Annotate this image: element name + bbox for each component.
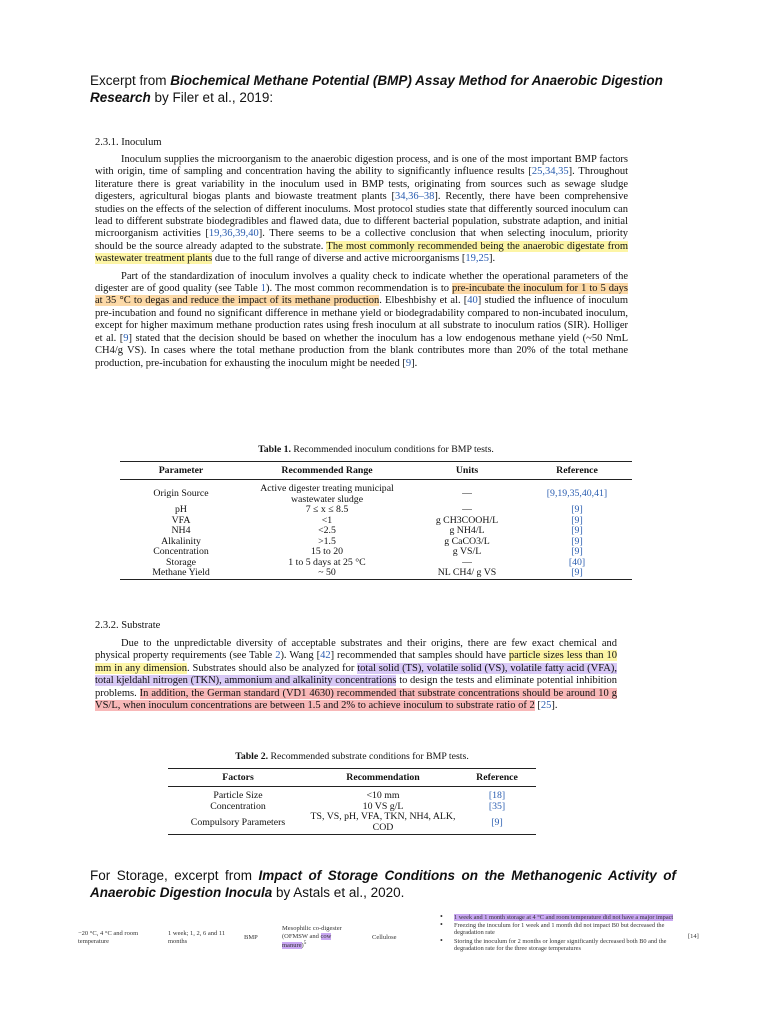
highlighted-text: particle sizes less than 10 mm in any dimension [95, 650, 618, 674]
storage-substrate: Cellulose [372, 934, 397, 941]
table-cell: Compulsory Parameters [168, 812, 308, 834]
table-cell: — [462, 556, 472, 568]
table-row [168, 812, 536, 834]
paper-title: Biochemical Methane Potential (BMP) Assay Method for Anaerobic Digestion Research [90, 73, 663, 105]
inoculum-sup: 5 [303, 940, 307, 946]
table-cell: 15 to 20 [310, 546, 344, 557]
text-run: Due to the unpredictable diversity of acceptable substrates and their origins, there are few exact chemical and physical property requirements (see Table [95, 638, 617, 662]
section-heading-substrate: 2.3.2. Substrate [95, 620, 161, 631]
citation-link[interactable]: 42 [320, 650, 331, 662]
table-cell: Particle Size [213, 790, 263, 801]
text-run: ]. [551, 700, 558, 712]
table-cell: <10 mm [366, 790, 400, 801]
intro-prefix: Excerpt from [90, 73, 171, 88]
reference-cell[interactable]: [9] [571, 546, 583, 557]
highlighted-text: pre-incubate the inoculum for 1 to 5 days at 35 °C to degas and reduce the impact of its methane production [95, 283, 628, 307]
column-header: Units [412, 462, 522, 480]
table-row [168, 787, 536, 802]
column-header: Recommended Range [242, 462, 412, 480]
list-item [440, 914, 680, 921]
text-run: ]. Throughout literature there is great variability in the inoculum used in BMP tests, originating from sources such as sewage sludge digesters, agricultural biogas plants and biowaste treatment plants [ [95, 166, 629, 203]
column-header: Recommendation [308, 769, 458, 787]
text-run: ]. [489, 253, 496, 265]
caption-text: Recommended inoculum conditions for BMP tests. [290, 444, 494, 455]
table-cell: ~ 50 [242, 568, 412, 579]
column-header: Reference [458, 769, 536, 787]
table-cell: g VS/L [452, 546, 482, 557]
table-row [120, 480, 632, 506]
column-header: Factors [168, 769, 308, 787]
substrate-body [95, 638, 617, 712]
reference-cell[interactable]: [9] [571, 525, 583, 536]
text-run: ] stated that the decision should be based on whether the inoculum has a low endogenous methane yield (~50 NmL CH4/g VS). In cases where the total methane production from the blank contributes more than 20% of the total methane production, pre-incubation for exhausting the inoculum might be needed [ [95, 332, 628, 369]
list-item-text: 1 week and 1 month storage at 4 °C and room temperature did not have a major impact [454, 914, 674, 921]
column-header: Parameter [120, 462, 242, 480]
table-cell: g NH4/L [449, 525, 485, 536]
citation-link[interactable]: 34,36–38 [395, 191, 435, 203]
table-cell: Origin Source [153, 488, 209, 500]
text-run: [ [534, 700, 541, 712]
paragraph [95, 271, 628, 370]
reference-cell[interactable]: [9] [571, 514, 583, 526]
table-label: Table 1. [258, 444, 291, 455]
reference-cell[interactable]: [9,19,35,40,41] [546, 488, 608, 500]
intro-prefix: For Storage, excerpt from [90, 868, 259, 883]
citation-link[interactable]: 2 [275, 650, 281, 662]
intro-excerpt-2 [90, 867, 676, 901]
table-cell: pH [175, 504, 187, 515]
text-run: ]. There seems to be a collective conclusion that when selecting inoculum, priority should be the source already adapted to the substrate. [95, 228, 629, 252]
citation-link[interactable]: 19,36,39,40 [208, 228, 259, 240]
highlighted-text: total solid (TS), volatile solid (VS), volatile fatty acid (VFA), total kjeldahl nitrogen (TKN), ammonium and alkalinity concentrations [95, 662, 618, 687]
reference-cell[interactable]: [9] [522, 568, 632, 579]
citation-link[interactable]: 40 [467, 295, 478, 307]
table-cell: VFA [171, 514, 191, 526]
inoculum-text: Mesophilic co-digester (OFMSW and [282, 925, 342, 940]
reference-cell[interactable]: [40] [568, 556, 586, 568]
table-cell: Concentration [210, 800, 266, 812]
column-header: Reference [522, 462, 632, 480]
text-run: . Elbeshbishy et al. [ [379, 295, 468, 307]
table-row [120, 568, 632, 579]
highlighted-text: The most commonly recommended being the anaerobic digestate from wastewater treatment plants [95, 240, 628, 265]
table-row [120, 516, 632, 527]
citation-link[interactable]: 9 [405, 357, 412, 369]
table-cell: NL CH4/ g VS [412, 568, 522, 579]
table-cell: Active digester treating municipal wastewater sludge [260, 483, 394, 505]
table-row [120, 526, 632, 537]
intro-excerpt-1 [90, 72, 680, 106]
inoculum-highlight: cow manure [282, 932, 332, 950]
table-cell: 10 VS g/L [362, 800, 404, 812]
text-run: to design the tests and eliminate potential inhibition problems. [95, 675, 617, 699]
paragraph [95, 638, 617, 712]
highlighted-text: In addition, the German standard (VD1 4630) recommended that substrate concentrations should be around 10 g VS/L, when inoculum concentrations are between 1.5 and 2% to achieve inoculum to substrate ratio of 2 [95, 687, 618, 712]
paragraph [95, 154, 628, 266]
table-cell: Alkalinity [161, 535, 201, 547]
inoculum-text-end: ) [301, 942, 304, 950]
table-cell: g CaCO3/L [444, 535, 490, 547]
list-item [440, 922, 680, 936]
storage-reference: [14] [688, 933, 699, 940]
table-cell: Concentration [153, 546, 209, 557]
table-cell: NH4 [171, 525, 191, 536]
citation-link[interactable]: 1 [260, 283, 266, 295]
table-cell: TS, VS, pH, VFA, TKN, NH4, ALK, COD [308, 812, 458, 834]
table-cell: — [462, 504, 472, 515]
reference-cell[interactable]: [35] [488, 800, 506, 812]
table-cell: <1 [321, 514, 333, 526]
table2 [168, 768, 536, 835]
text-run: . Substrates should also be analyzed for [187, 662, 358, 674]
storage-test: BMP [244, 934, 258, 941]
list-item-text: Storing the inoculum for 2 months or longer significantly decreased both B0 and the degradation rate for the three storage temperatures [454, 937, 667, 952]
list-item-text: Freezing the inoculum for 1 week and 1 month did not impact B0 but decreased the degradation rate [454, 922, 665, 937]
storage-temperature: −20 °C, 4 °C and room temperature [78, 930, 139, 945]
citation-link[interactable]: 19,25 [465, 253, 490, 265]
table-label: Table 2. [235, 751, 269, 762]
table-cell: Storage [166, 556, 196, 568]
table-cell: — [462, 488, 472, 500]
table-cell: 7 ≤ x ≤ 8.5 [305, 504, 349, 515]
text-run: ] recommended that samples should have [330, 650, 509, 662]
intro-suffix: by Filer et al., 2019: [150, 90, 274, 105]
reference-cell[interactable]: [9] [571, 535, 583, 547]
table-cell: g CH3COOH/L [435, 514, 499, 526]
inoculum-body [95, 154, 628, 370]
table-cell: >1.5 [318, 535, 336, 547]
text-run: ). The most common recommendation is to [265, 283, 452, 295]
reference-cell[interactable]: [9] [571, 504, 583, 515]
list-item [440, 938, 680, 952]
citation-link[interactable]: 25,34,35 [531, 166, 569, 178]
storage-time: 1 week; 1, 2, 6 and 11 months [168, 930, 226, 945]
table-row [120, 547, 632, 558]
text-run: Inoculum supplies the microorganism to the anaerobic digestion process, and is one of the most important BMP factors with origin, time of sampling and concentration having the ability to significantly influence results [ [95, 154, 628, 178]
text-run: due to the full range of diverse and active microorganisms [ [212, 253, 466, 265]
caption-text: Recommended substrate conditions for BMP tests. [268, 751, 469, 762]
table1 [120, 461, 632, 580]
storage-inoculum [282, 925, 346, 950]
table-cell: 1 to 5 days at 25 °C [288, 556, 366, 568]
table-cell: <2.5 [318, 525, 336, 536]
table2-caption [168, 751, 536, 762]
table-cell: Methane Yield [120, 568, 242, 579]
text-run: ). Wang [ [280, 650, 321, 662]
reference-cell[interactable]: [9] [458, 812, 536, 834]
citation-link[interactable]: 9 [123, 332, 129, 344]
paper-title: Impact of Storage Conditions on the Methanogenic Activity of Anaerobic Digestion Inocula [90, 868, 676, 900]
table1-caption [120, 444, 632, 455]
text-run: ] studied the influence of inoculum pre-incubation and found no significant difference in methane yield or biodegradability compared to non-incubated inoculum, except for higher maximum methane production rates using fresh inoculum at all substrate to inoculum ratios (SIR). Holliger et al. [ [95, 295, 628, 344]
table-row [120, 505, 632, 516]
citation-link[interactable]: 25 [540, 700, 552, 712]
section-heading-inoculum: 2.3.1. Inoculum [95, 137, 162, 148]
text-run: ]. [411, 357, 418, 369]
storage-findings-list [440, 914, 680, 953]
intro-suffix: by Astals et al., 2020. [272, 885, 405, 900]
text-run: ]. Recently, there have been comprehensive studies on the effects of the selection of different inoculums. Most protocol studies state that differently sourced inoculum can lead to different substrate biodegradibles and flawed data, due to different bacterial population, substrate adaption, and initial microorganism activities [ [95, 191, 628, 240]
text-run: Part of the standardization of inoculum involves a quality check to indicate whether the operational parameters of the digester are of good quality (see Table [95, 270, 628, 295]
reference-cell[interactable]: [18] [488, 790, 506, 801]
